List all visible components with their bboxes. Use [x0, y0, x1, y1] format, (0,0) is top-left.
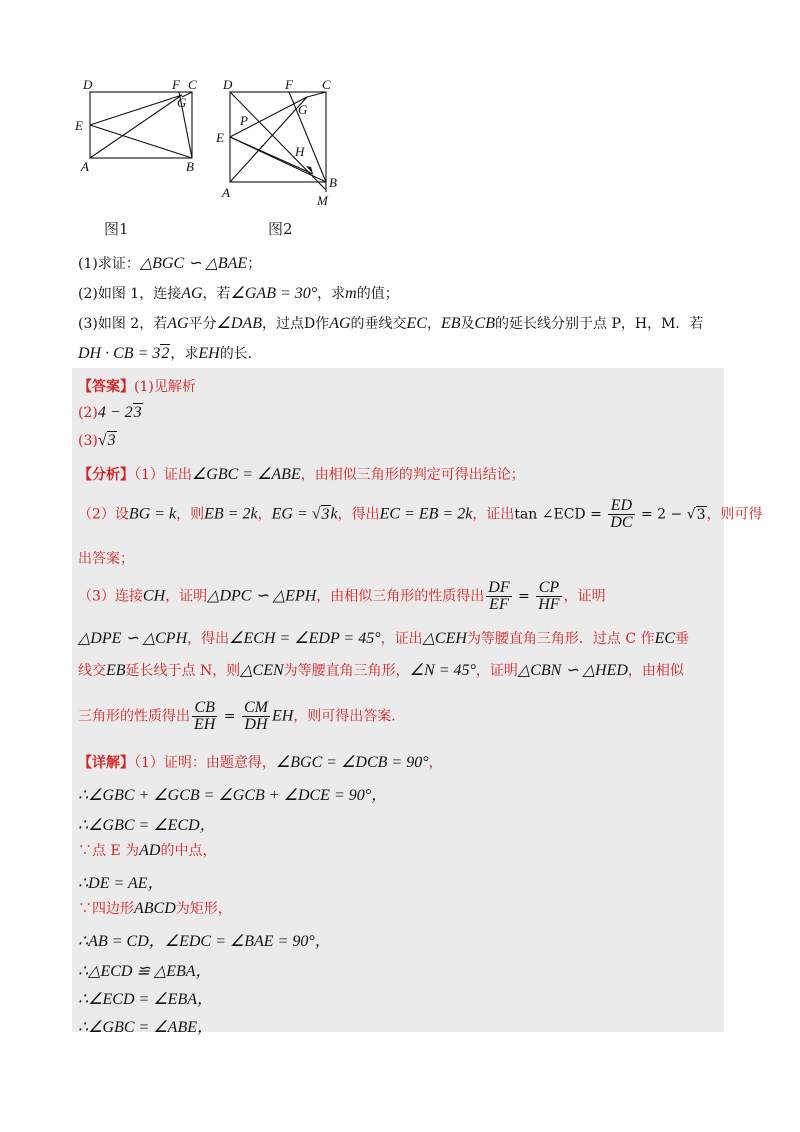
- fig2-label-B: B: [329, 175, 337, 190]
- q2-prefix: (2)如图 1，连接: [78, 286, 182, 302]
- analysis-p3-l3-e3: △CBN ∽ △HED: [517, 662, 628, 679]
- q3-dab: ∠DAB: [216, 315, 262, 332]
- analysis-p2-e1: BG = k: [128, 505, 177, 523]
- fig2-square: [230, 92, 326, 182]
- q3-text-a: (3)如图 2，若: [78, 316, 168, 332]
- answer-3-prefix: (3): [78, 433, 98, 449]
- analysis-p3-l2-e2: ∠ECH = ∠EDP = 45°: [229, 630, 381, 647]
- analysis-title: 【分析】: [78, 467, 134, 483]
- analysis-p2-e3rad: 3: [321, 505, 330, 523]
- analysis-p3-l4-a: 三角形的性质得出: [78, 708, 190, 725]
- analysis-line-2: （2）设BG = k，则EB = 2k，EG = √3k，得出EC = EB = 2k，证出tan ∠ECD = $\frac{ED}{DC}$ = 2 − √3，则可得: [78, 497, 763, 531]
- question-1: [78, 254, 261, 274]
- analysis-p1-a: （1）证出: [134, 467, 192, 483]
- detail-l2: ∴∠GBC + ∠GCB = ∠GCB + ∠DCE = 90°，: [78, 787, 388, 804]
- q3-text-l2c: 的长．: [219, 346, 262, 362]
- analysis-p2-e3b: k: [330, 505, 338, 523]
- question-3-line-1: [78, 314, 703, 334]
- analysis-p3-l4-eq: =: [219, 708, 240, 725]
- analysis-p2-rad: 3: [696, 506, 706, 523]
- figure-2-drawing: [230, 92, 326, 192]
- analysis-p3-l4-f1num: CB: [192, 700, 217, 717]
- detail-line-3: [78, 812, 216, 835]
- fig1-label-F: F: [172, 77, 180, 92]
- detail-l3: ∴∠GBC = ∠ECD，: [78, 817, 216, 834]
- q3-d: D: [303, 316, 316, 332]
- analysis-p3-l2-a: ，得出: [187, 631, 230, 647]
- q3-text-f: ，: [427, 316, 441, 332]
- analysis-line-1: [78, 464, 525, 484]
- detail-l5: ∴DE = AE，: [78, 875, 164, 892]
- q3-condition: DH · CB = 3: [78, 345, 161, 362]
- q3-cb: CB: [474, 315, 495, 332]
- analysis-p3-l4-f2num: CM: [243, 699, 268, 716]
- analysis-p2-e5: = 2 −: [636, 506, 687, 523]
- detail-l4-b: 的中点，: [160, 843, 217, 859]
- q3-text-g: 及: [460, 316, 475, 332]
- analysis-line-3: [78, 548, 134, 568]
- fig2-label-G: G: [298, 102, 308, 117]
- fig1-label-C: C: [188, 77, 197, 92]
- answer-line-2: [78, 404, 143, 422]
- analysis-p3-l4-fraction-1: [192, 700, 217, 733]
- analysis-p3-l3-c: 为等腰直角三角形，: [283, 663, 410, 679]
- fig1-label-A: A: [81, 159, 89, 174]
- answer-1: (1)见解析: [134, 379, 196, 395]
- detail-line-4: [78, 840, 216, 860]
- fig2-label-H: H: [295, 144, 305, 159]
- fig1-line-EB: [90, 125, 192, 158]
- analysis-p3-f1num: DF: [488, 579, 510, 596]
- analysis-p3-eq: =: [513, 588, 535, 605]
- analysis-p2-line2: 出答案；: [78, 551, 134, 567]
- q3-text-b: 平分: [188, 316, 217, 332]
- analysis-p3-l4-fraction-2: [242, 700, 270, 733]
- q2-m: m: [345, 285, 357, 302]
- fig1-label-D: D: [83, 77, 93, 92]
- detail-l6-b: 为矩形，: [175, 901, 232, 917]
- analysis-p3-l4-eh: EH: [271, 707, 294, 725]
- detail-l4-ad: AD: [139, 842, 161, 859]
- q3-ag2: AG: [329, 315, 351, 332]
- fig2-label-F: F: [285, 77, 293, 92]
- fig1-line-EG: [90, 95, 182, 125]
- detail-l1-e: ∠BGC = ∠DCB = 90°: [275, 754, 429, 771]
- analysis-line-4: [78, 580, 606, 613]
- fig2-label-D: D: [223, 77, 233, 92]
- analysis-p2-b: ，则: [176, 506, 205, 523]
- q3-eb: EB: [441, 315, 461, 332]
- analysis-line-5: [78, 628, 689, 648]
- q3-ec: EC: [406, 315, 427, 332]
- fig2-label-M: M: [317, 193, 328, 208]
- analysis-p3-l2-d: 垂: [675, 631, 690, 647]
- analysis-p3-c: ，由相似三角形的性质得出: [316, 588, 485, 605]
- q2-suffix: 的值；: [356, 286, 399, 302]
- question-3-line-2: [78, 344, 262, 364]
- analysis-p2-e3a: EG =: [271, 505, 312, 523]
- detail-line-1: [78, 752, 443, 772]
- q3-text-h: 的延长线分别于点 P，H，M．若: [495, 316, 704, 332]
- q2-mid: ，若: [202, 286, 231, 302]
- q2-ag: AG: [181, 285, 203, 302]
- answer-2-expr: 4 − 2: [97, 404, 133, 421]
- analysis-p3-l2-b: ，证出: [380, 631, 423, 647]
- fig2-line-DM: [230, 92, 326, 190]
- analysis-p2-a: （2）设: [78, 506, 129, 523]
- detail-title: 【详解】: [78, 755, 134, 771]
- fig2-label-P: P: [240, 113, 248, 128]
- fig2-label-E: E: [216, 130, 224, 145]
- analysis-p3-e1: △DPC ∽ △EPH: [207, 587, 317, 605]
- fig1-label-E: E: [75, 118, 83, 133]
- analysis-p3-l4-f1den: EH: [194, 716, 216, 733]
- figure-1-caption: 图1: [104, 220, 129, 238]
- answer-2-sqrt: 3: [133, 404, 142, 421]
- detail-line-5: [78, 870, 164, 893]
- analysis-p3-f1den: EF: [489, 596, 509, 613]
- analysis-p3-l4-f2den: DH: [244, 716, 268, 733]
- analysis-line-6: [78, 660, 684, 680]
- analysis-p3-b: ，证明: [165, 588, 208, 605]
- analysis-p3-l2-ec: EC: [654, 630, 676, 647]
- detail-line-10: [78, 1014, 213, 1037]
- analysis-p2-tan: tan ∠ECD =: [514, 506, 607, 523]
- fig1-label-B: B: [186, 159, 194, 174]
- q3-eh: EH: [198, 345, 220, 362]
- analysis-line-7: [78, 700, 405, 733]
- fig1-line-AG: [90, 95, 182, 158]
- analysis-p3-l2-c: 为等腰直角三角形．过点 C 作: [466, 631, 655, 647]
- analysis-p3-l2-e1: △DPE ∽ △CPH: [78, 630, 188, 647]
- analysis-p1-b: ，由相似三角形的判定可得出结论；: [300, 467, 525, 483]
- analysis-p2-e: ，证出: [472, 506, 515, 523]
- analysis-p3-l2-e3: △CEH: [422, 630, 467, 647]
- analysis-p3-l4-b: ，则可得出答案．: [293, 708, 406, 725]
- fig2-line-CG: [307, 92, 326, 97]
- q2-mid2: ，求: [317, 286, 346, 302]
- analysis-p2-f: ，则可得: [706, 506, 763, 523]
- analysis-p3-l3-d: ，证明: [475, 663, 518, 679]
- detail-line-2: [78, 782, 387, 805]
- detail-l10: ∴∠GBC = ∠ABE，: [78, 1019, 213, 1036]
- geometry-figures: [70, 70, 370, 240]
- q1-suffix: ；: [247, 256, 262, 272]
- q3-ag: AG: [167, 315, 189, 332]
- detail-l6-abcd: ABCD: [134, 900, 176, 917]
- analysis-p3-fraction-1: [486, 580, 511, 613]
- analysis-p3-l3-e1: △CEN: [240, 662, 284, 679]
- question-2: [78, 284, 399, 304]
- analysis-p3-d: ，证明: [563, 588, 606, 605]
- detail-l1-b: ，: [428, 755, 443, 771]
- analysis-p2-e2: EB = 2k: [204, 505, 258, 523]
- figure-area: [70, 70, 370, 240]
- analysis-p3-fraction-2: [536, 580, 561, 613]
- analysis-p3-ch: CH: [142, 587, 166, 605]
- q1-prefix: (1)求证：: [78, 256, 140, 272]
- figure-2-caption: 图2: [268, 220, 293, 238]
- q3-sqrt-2: 2: [161, 345, 170, 362]
- analysis-p3-l3-b: 延长线于点 N，则: [125, 663, 241, 679]
- analysis-p2-e4: EC = EB = 2k: [379, 505, 473, 523]
- analysis-p1-expr: ∠GBC = ∠ABE: [191, 466, 301, 483]
- analysis-p3-l3-eb: EB: [106, 662, 126, 679]
- q2-expr: ∠GAB = 30°: [230, 285, 318, 302]
- answer-line-3: (3)√3: [78, 432, 116, 449]
- detail-line-8: [78, 958, 212, 981]
- detail-l7: ∴AB = CD，∠EDC = ∠BAE = 90°，: [78, 933, 331, 950]
- analysis-p3-a: （3）连接: [78, 588, 143, 605]
- analysis-p3-l3-e: ，由相似: [627, 663, 684, 679]
- fig2-line-AG: [230, 97, 307, 182]
- answer-line-1: [78, 376, 196, 396]
- analysis-p2-fden: DC: [610, 514, 633, 531]
- answer-3-sqrt: 3: [107, 432, 116, 449]
- fig2-label-C: C: [322, 77, 331, 92]
- detail-line-9: [78, 986, 213, 1009]
- detail-l8: ∴△ECD ≌ △EBA，: [78, 963, 212, 980]
- fig2-line-FB: [289, 92, 326, 182]
- fig2-label-A: A: [222, 185, 230, 200]
- analysis-p3-l3-a: 线交: [78, 663, 106, 679]
- q3-text-e: 的垂线交: [350, 316, 407, 332]
- q3-text-l2b: ，求: [170, 346, 199, 362]
- analysis-p3-f2den: HF: [538, 596, 560, 613]
- analysis-p3-f2num: CP: [536, 580, 561, 597]
- detail-l9: ∴∠ECD = ∠EBA，: [78, 991, 213, 1008]
- detail-line-6: [78, 898, 232, 918]
- analysis-p2-fraction: [608, 498, 634, 531]
- answer-title: 【答案】: [78, 379, 134, 395]
- analysis-p2-fnum: ED: [608, 498, 634, 515]
- analysis-p2-c: ，: [257, 506, 272, 523]
- answer-2-prefix: (2): [78, 405, 98, 421]
- detail-l4-a: ∵点 E 为: [78, 843, 140, 859]
- q3-text-c: ，过点: [261, 316, 304, 332]
- detail-l6-a: ∵四边形: [78, 901, 134, 917]
- detail-line-7: [78, 928, 331, 951]
- analysis-p3-l3-e2: ∠N = 45°: [409, 662, 476, 679]
- fig1-label-G: G: [177, 95, 187, 110]
- detail-l1-a: （1）证明：由题意得，: [134, 755, 276, 771]
- q1-expr: △BGC ∽ △BAE: [139, 255, 248, 272]
- q3-text-d: 作: [315, 316, 330, 332]
- analysis-p2-d: ，得出: [337, 506, 380, 523]
